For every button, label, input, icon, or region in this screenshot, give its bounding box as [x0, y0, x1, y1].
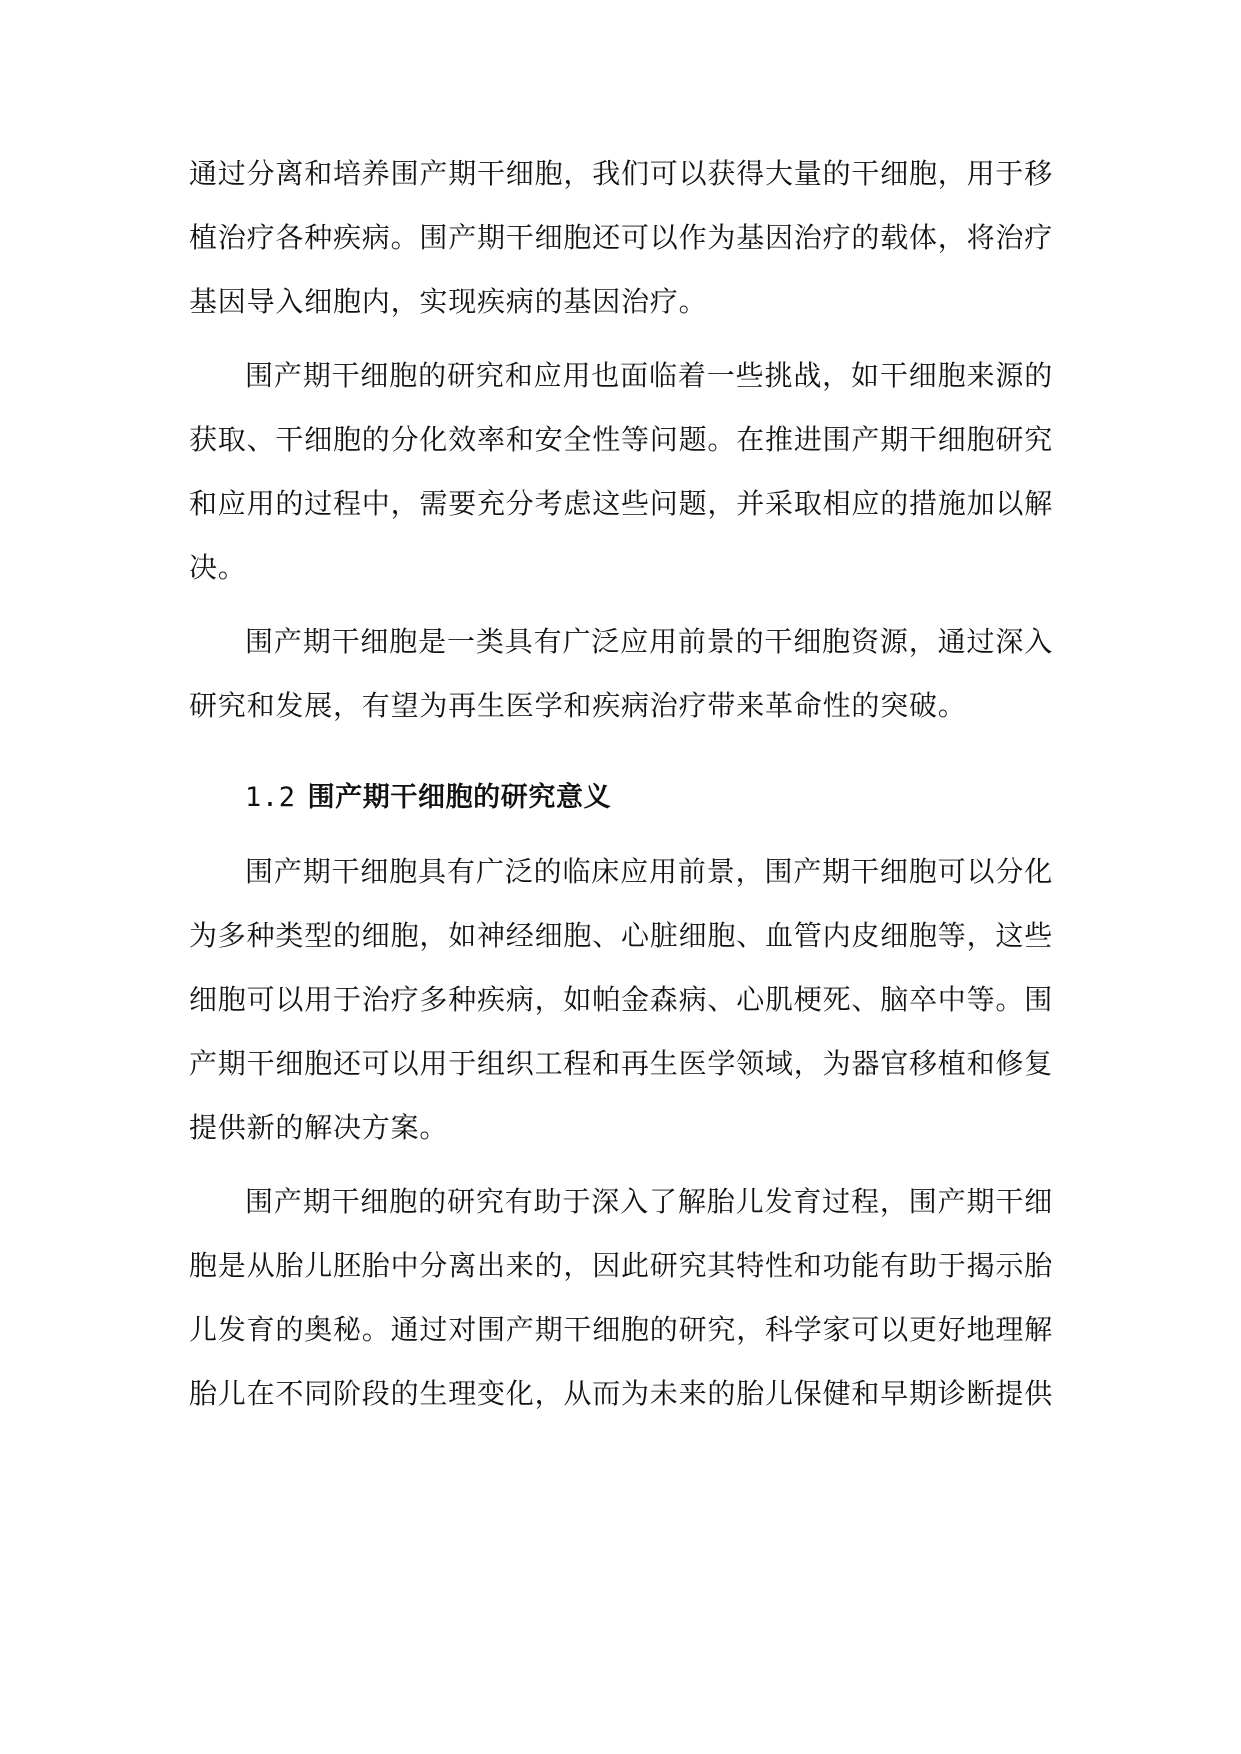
continuation-paragraph: 通过分离和培养围产期干细胞，我们可以获得大量的干细胞，用于移植治疗各种疾病。围产期干细胞还可以作为基因治疗的载体，将治疗基因导入细胞内，实现疾病的基因治疗。: [189, 157, 1054, 318]
document-body: [189, 142, 1053, 1436]
section-title: 围产期干细胞的研究意义: [307, 782, 612, 813]
paragraph-prospects: 围产期干细胞是一类具有广泛应用前景的干细胞资源，通过深入研究和发展，有望为再生医学和疾病治疗带来革命性的突破。: [189, 625, 1053, 722]
section-heading: [189, 766, 1053, 830]
section-number: 1.2: [245, 782, 296, 813]
paragraph-challenges: 围产期干细胞的研究和应用也面临着一些挑战，如干细胞来源的获取、干细胞的分化效率和安全性等问题。在推进围产期干细胞研究和应用的过程中，需要充分考虑这些问题，并采取相应的措施加以解决。: [189, 359, 1054, 584]
paragraph-clinical: 围产期干细胞具有广泛的临床应用前景，围产期干细胞可以分化为多种类型的细胞，如神经细胞、心脏细胞、血管内皮细胞等，这些细胞可以用于治疗多种疾病，如帕金森病、心肌梗死、脑卒中等。围产期干细胞还可以用于组织工程和再生医学领域，为器官移植和修复提供新的解决方案。: [189, 855, 1054, 1144]
paragraph-development: 围产期干细胞的研究有助于深入了解胎儿发育过程，围产期干细胞是从胎儿胚胎中分离出来的，因此研究其特性和功能有助于揭示胎儿发育的奥秘。通过对围产期干细胞的研究，科学家可以更好地理解胎儿在不同阶段的生理变化，从而为未来的胎儿保健和早期诊断提供: [189, 1185, 1054, 1410]
